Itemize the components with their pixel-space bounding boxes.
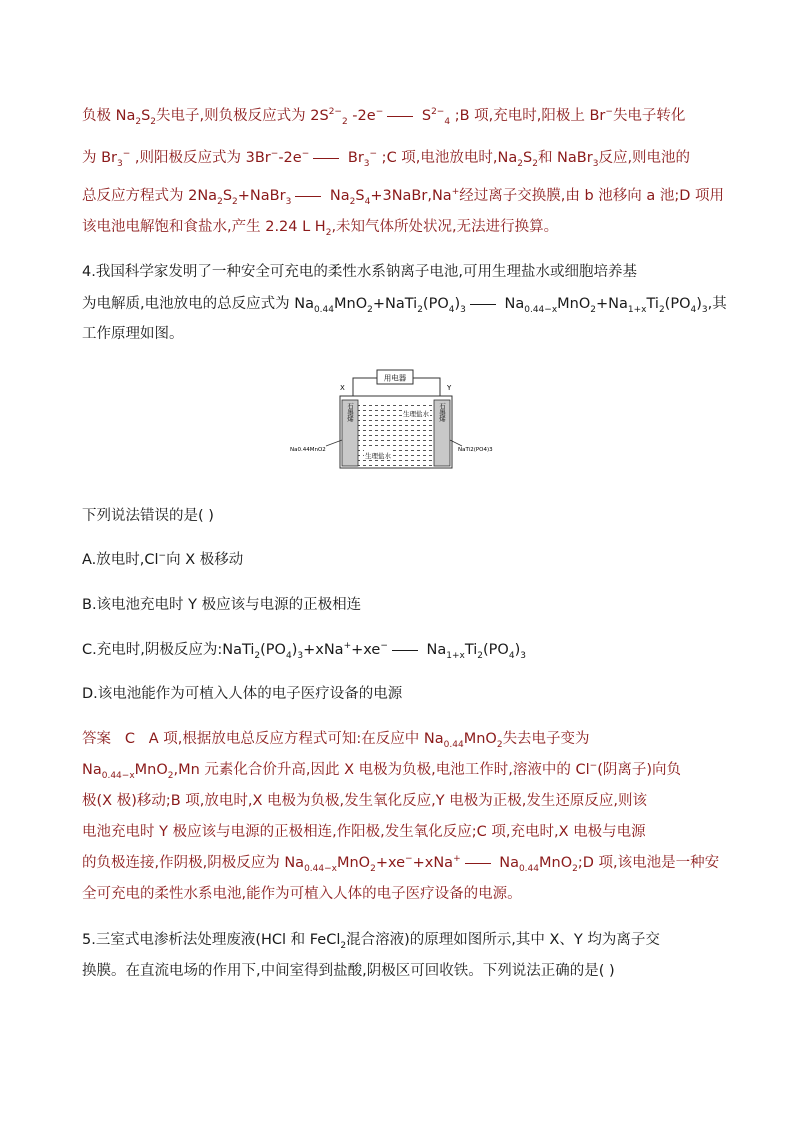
answer-line-3: 极(X 极)移动;B 项,放电时,X 电极为负极,发生氧化反应,Y 电极为正极,发生还原反应,则该 xyxy=(82,793,647,809)
option-d: D.该电池能作为可植入人体的电子医疗设备的电源 xyxy=(82,686,403,702)
wire-left xyxy=(353,378,377,396)
battery-diagram xyxy=(290,368,500,470)
equals-arrow-icon xyxy=(470,304,496,305)
equals-arrow-icon xyxy=(392,650,418,651)
wire-right xyxy=(413,378,440,396)
saline-top-label: 生理盐水 xyxy=(403,410,429,418)
prev-answer-line-3: 总反应方程式为 $2Na_2S_2+NaBr_3$ $Na_2S_4+3NaBr,Na^+$经过离子交换膜,由 b 池移向 a 池;D 项用 xyxy=(82,187,725,207)
equals-arrow-icon xyxy=(387,116,413,117)
answer-line-1: 答案 C A 项,根据放电总反应方程式可知:在反应中 $Na_{0.44}MnO_2$失去电子变为 xyxy=(82,731,590,750)
option-a: A.放电时,Cl−向 X 极移动 xyxy=(82,551,244,568)
answer-line-2: $Na_{0.44-x}MnO_2,Mn$ 元素化合价升高,因此 X 电极为负极,电池工作时,溶液中的 Cl−(阴离子)向负 xyxy=(82,761,682,781)
q4-line-3: 工作原理如图。 xyxy=(82,326,184,342)
answer-label: 答案 xyxy=(82,731,111,747)
prev-answer-line-2: 为 $Br_3^-$ ,则阳极反应式为 3Br−-2e− $Br_3^-$ ;C 项,电池放电时$,Na_2S_2$和 NaBr$_3$反应,则电池的 xyxy=(82,149,691,169)
equals-arrow-icon xyxy=(313,158,339,159)
answer-line-4: 电池充电时 Y 极应该与电源的正极相连,作阳极,发生氧化反应;C 项,充电时,X 电极与电源 xyxy=(82,824,646,840)
prev-answer-line-4: 该电池电解饱和食盐水,产生 2.24 L $H_2$,未知气体所处状况,无法进行换算。 xyxy=(82,219,559,238)
right-material-label: NaTi2(PO4)3 xyxy=(458,447,493,453)
equals-arrow-icon xyxy=(295,196,321,197)
equals-arrow-icon xyxy=(465,863,491,864)
left-material-label: Na0.44MnO2 xyxy=(290,447,326,453)
left-electrode-label: 石墨烯 xyxy=(346,402,354,422)
q4-line-2: 为电解质,电池放电的总反应式为 $Na_{0.44}MnO_2+NaTi_2(PO_4)_3$ $Na_{0.44-x}MnO_2+Na_{1+x}Ti_2(PO_4)_3$,其 xyxy=(82,296,727,315)
y-label: Y xyxy=(447,384,452,392)
answer-line-5: 的负极连接,作阴极,阴极反应为 $Na_{0.44-x}MnO_2+xe^-+xNa^+$ $Na_{0.44}MnO_2;D$ 项,该电池是一种安 xyxy=(82,854,720,874)
option-c: C.充电时,阴极反应为$:NaTi_2(PO_4)_3+xNa^++xe^-$ $Na_{1+x}Ti_2(PO_4)_3$ xyxy=(82,641,526,661)
x-label: X xyxy=(340,384,345,392)
answer-line-6: 全可充电的柔性水系电池,能作为可植入人体的电子医疗设备的电源。 xyxy=(82,886,522,902)
right-electrode-label: 石墨烯 xyxy=(438,402,446,422)
question-prompt: 下列说法错误的是( ) xyxy=(82,508,214,524)
option-b: B.该电池充电时 Y 极应该与电源的正极相连 xyxy=(82,597,362,613)
device-label: 用电器 xyxy=(383,373,407,383)
q5-line-2: 换膜。在直流电场的作用下,中间室得到盐酸,阴极区可回收铁。下列说法正确的是( ) xyxy=(82,963,615,979)
q5-line-1: 5.三室式电渗析法处理废液(HCl 和 FeCl$_2$混合溶液)的原理如图所示,其中 X、Y 均为离子交 xyxy=(82,932,660,951)
saline-bottom-label: 生理盐水 xyxy=(365,452,391,460)
answer-choice: C xyxy=(124,731,135,747)
q4-line-1: 4.我国科学家发明了一种安全可充电的柔性水系钠离子电池,可用生理盐水或细胞培养基 xyxy=(82,264,637,280)
prev-answer-line-1: 负极 $Na_2S_2$失电子,则负极反应式为 $2S^{2-}_2$ -2e− $S^{2-}_4$ ;B 项,充电时,阳极上 Br−失电子转化 xyxy=(82,107,686,127)
